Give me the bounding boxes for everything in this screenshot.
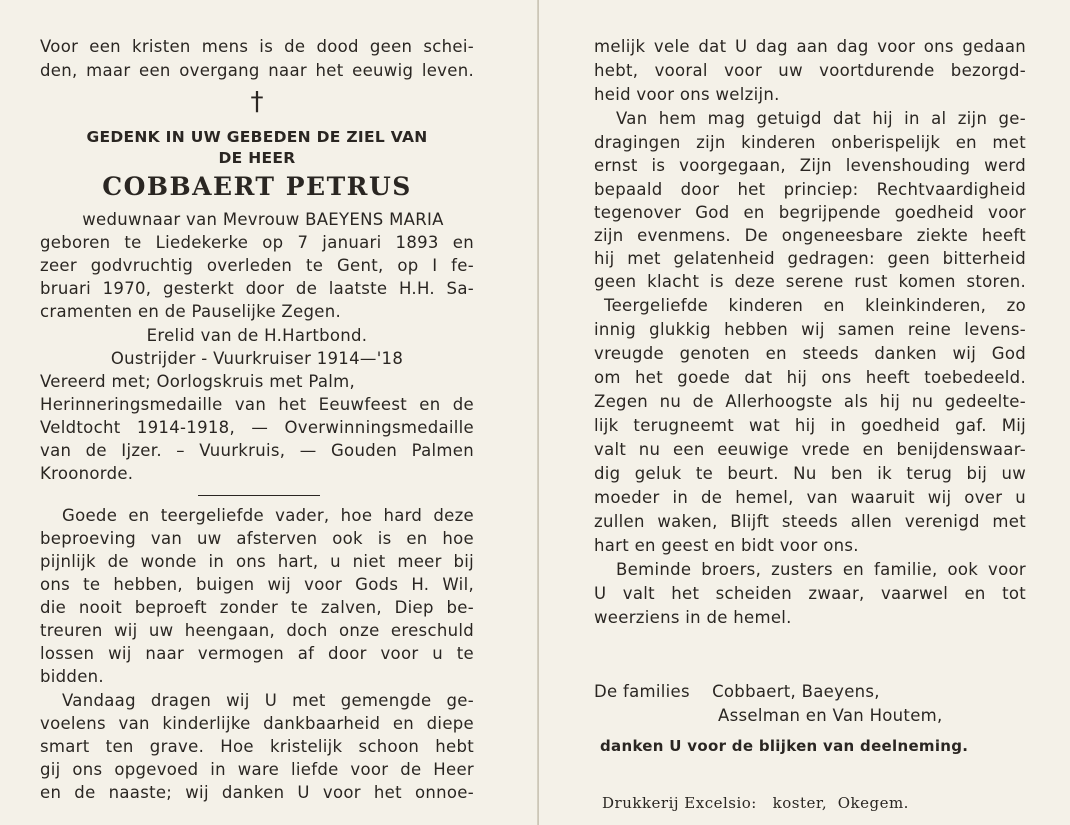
heading-line: GEDENK IN UW GEBEDEN DE ZIEL VAN (86, 128, 428, 146)
paragraph-line: pijnlijk de wonde in ons hart, u niet meer bij (40, 552, 474, 571)
bio-line: weduwnaar van Mevrouw BAEYENS MARIA (82, 210, 444, 229)
paragraph-line: bidden. (40, 667, 104, 686)
paragraph-line: dragingen zijn kinderen onberispelijk en met (594, 133, 1026, 152)
paragraph-line: melijk vele dat U dag aan dag voor ons gedaan (594, 37, 1026, 56)
divider-rule (198, 495, 320, 496)
bio-line: cramenten en de Pauselijke Zegen. (40, 302, 342, 321)
honor-line: van de Ijzer. – Vuurkruis, — Gouden Palmen (40, 441, 474, 460)
honor-line: Vereerd met; Oorlogskruis met Palm, (40, 372, 356, 391)
cross-icon: † (250, 87, 264, 117)
paragraph-line: beproeving van uw afsterven ook is en hoe (40, 529, 474, 548)
paragraph-line: Zegen nu de Allerhoogste als hij nu gedeelte- (594, 392, 1026, 411)
paragraph-line: voelens van kinderlijke dankbaarheid en diepe (40, 714, 474, 733)
paragraph-line: vreugde genoten en steeds danken wij God (594, 344, 1026, 363)
paragraph-line: Beminde broers, zusters en familie, ook voor (616, 560, 1026, 579)
deceased-name: COBBAERT PETRUS (102, 172, 412, 201)
paragraph-line: ons te hebben, buigen wij voor Gods H. Wil, (40, 575, 474, 594)
paragraph-line: lijk terugneemt wat hij in goedheid gaf. Mij (594, 416, 1026, 435)
paragraph-line: treuren wij uw heengaan, doch onze ereschuld (40, 621, 474, 640)
paragraph-line: geen klacht is deze serene rust komen storen. (594, 272, 1026, 291)
paragraph-line: tegenover God en begrijpende goedheid voor (594, 203, 1026, 222)
paragraph-line: hij met gelatenheid gedragen: geen bitterheid (594, 249, 1026, 268)
thanks-line: danken U voor de blijken van deelneming. (600, 737, 969, 755)
card-fold (537, 0, 539, 825)
paragraph-line: ernst is voorgegaan, Zijn levenshouding werd (594, 156, 1026, 175)
heading-line: DE HEER (218, 149, 296, 167)
paragraph-line: U valt het scheiden zwaar, vaarwel en tot (594, 584, 1026, 603)
paragraph-line: smart ten grave. Hoe kristelijk schoon hebt (40, 737, 474, 756)
honor-line: Veldtocht 1914-1918, — Overwinningsmedaille (40, 418, 474, 437)
paragraph-line: weerziens in de hemel. (594, 608, 792, 627)
paragraph-line: innig glukkig hebben wij samen reine levens- (594, 320, 1026, 339)
paragraph-line: Goede en teergeliefde vader, hoe hard deze (62, 506, 474, 525)
paragraph-line: lossen wij naar vermogen af door voor u te (40, 644, 474, 663)
paragraph-line: zijn evenmens. De ongeneesbare ziekte heeft (594, 226, 1026, 245)
paragraph-line: om het goede dat hij ons heeft toebedeeld. (594, 368, 1026, 387)
bio-line: geboren te Liedekerke op 7 januari 1893 en (40, 233, 474, 252)
paragraph-line: hebt, vooral voor uw voortdurende bezorgd- (594, 61, 1026, 80)
paragraph-line: valt nu een eeuwige vrede en benijdenswaar- (594, 440, 1026, 459)
honor-line: Erelid van de H.Hartbond. (146, 326, 368, 345)
paragraph-line: Van hem mag getuigd dat hij in al zijn ge- (616, 109, 1026, 128)
paragraph-line: die nooit beproeft zonder te zalven, Diep be- (40, 598, 474, 617)
families-line: Asselman en Van Houtem, (718, 706, 943, 725)
paragraph-line: bepaald door het princiep: Rechtvaardigheid (594, 180, 1026, 199)
paragraph-line: en de naaste; wij danken U voor het onnoe- (40, 783, 474, 802)
families-line: De families Cobbaert, Baeyens, (594, 682, 880, 701)
paragraph-line: Vandaag dragen wij U met gemengde ge- (62, 691, 474, 710)
paragraph-line: heid voor ons welzijn. (594, 85, 780, 104)
bio-line: bruari 1970, gesterkt door de laatste H.H. Sa- (40, 279, 474, 298)
honor-line: Herinneringsmedaille van het Eeuwfeest en de (40, 395, 474, 414)
honor-line: Oustrijder - Vuurkruiser 1914—'18 (110, 349, 404, 368)
paragraph-line: hart en geest en bidt voor ons. (594, 536, 859, 555)
paragraph-line: gij ons opgevoed in ware liefde voor de Heer (40, 760, 474, 779)
intro-line: Voor een kristen mens is de dood geen schei- (40, 37, 474, 56)
honor-line: Kroonorde. (40, 464, 134, 483)
bio-line: zeer godvruchtig overleden te Gent, op I fe- (40, 256, 474, 275)
paragraph-line: zullen waken, Blijft steeds allen verenigd met (594, 512, 1026, 531)
printer-credit: Drukkerij Excelsio: koster, Okegem. (602, 794, 909, 812)
paragraph-line: moeder in de hemel, van waaruit wij over u (594, 488, 1026, 507)
intro-line: den, maar een overgang naar het eeuwig leven. (40, 61, 474, 80)
paragraph-line: Teergeliefde kinderen en kleinkinderen, zo (604, 296, 1026, 315)
paragraph-line: dig geluk te beurt. Nu ben ik terug bij uw (594, 464, 1026, 483)
